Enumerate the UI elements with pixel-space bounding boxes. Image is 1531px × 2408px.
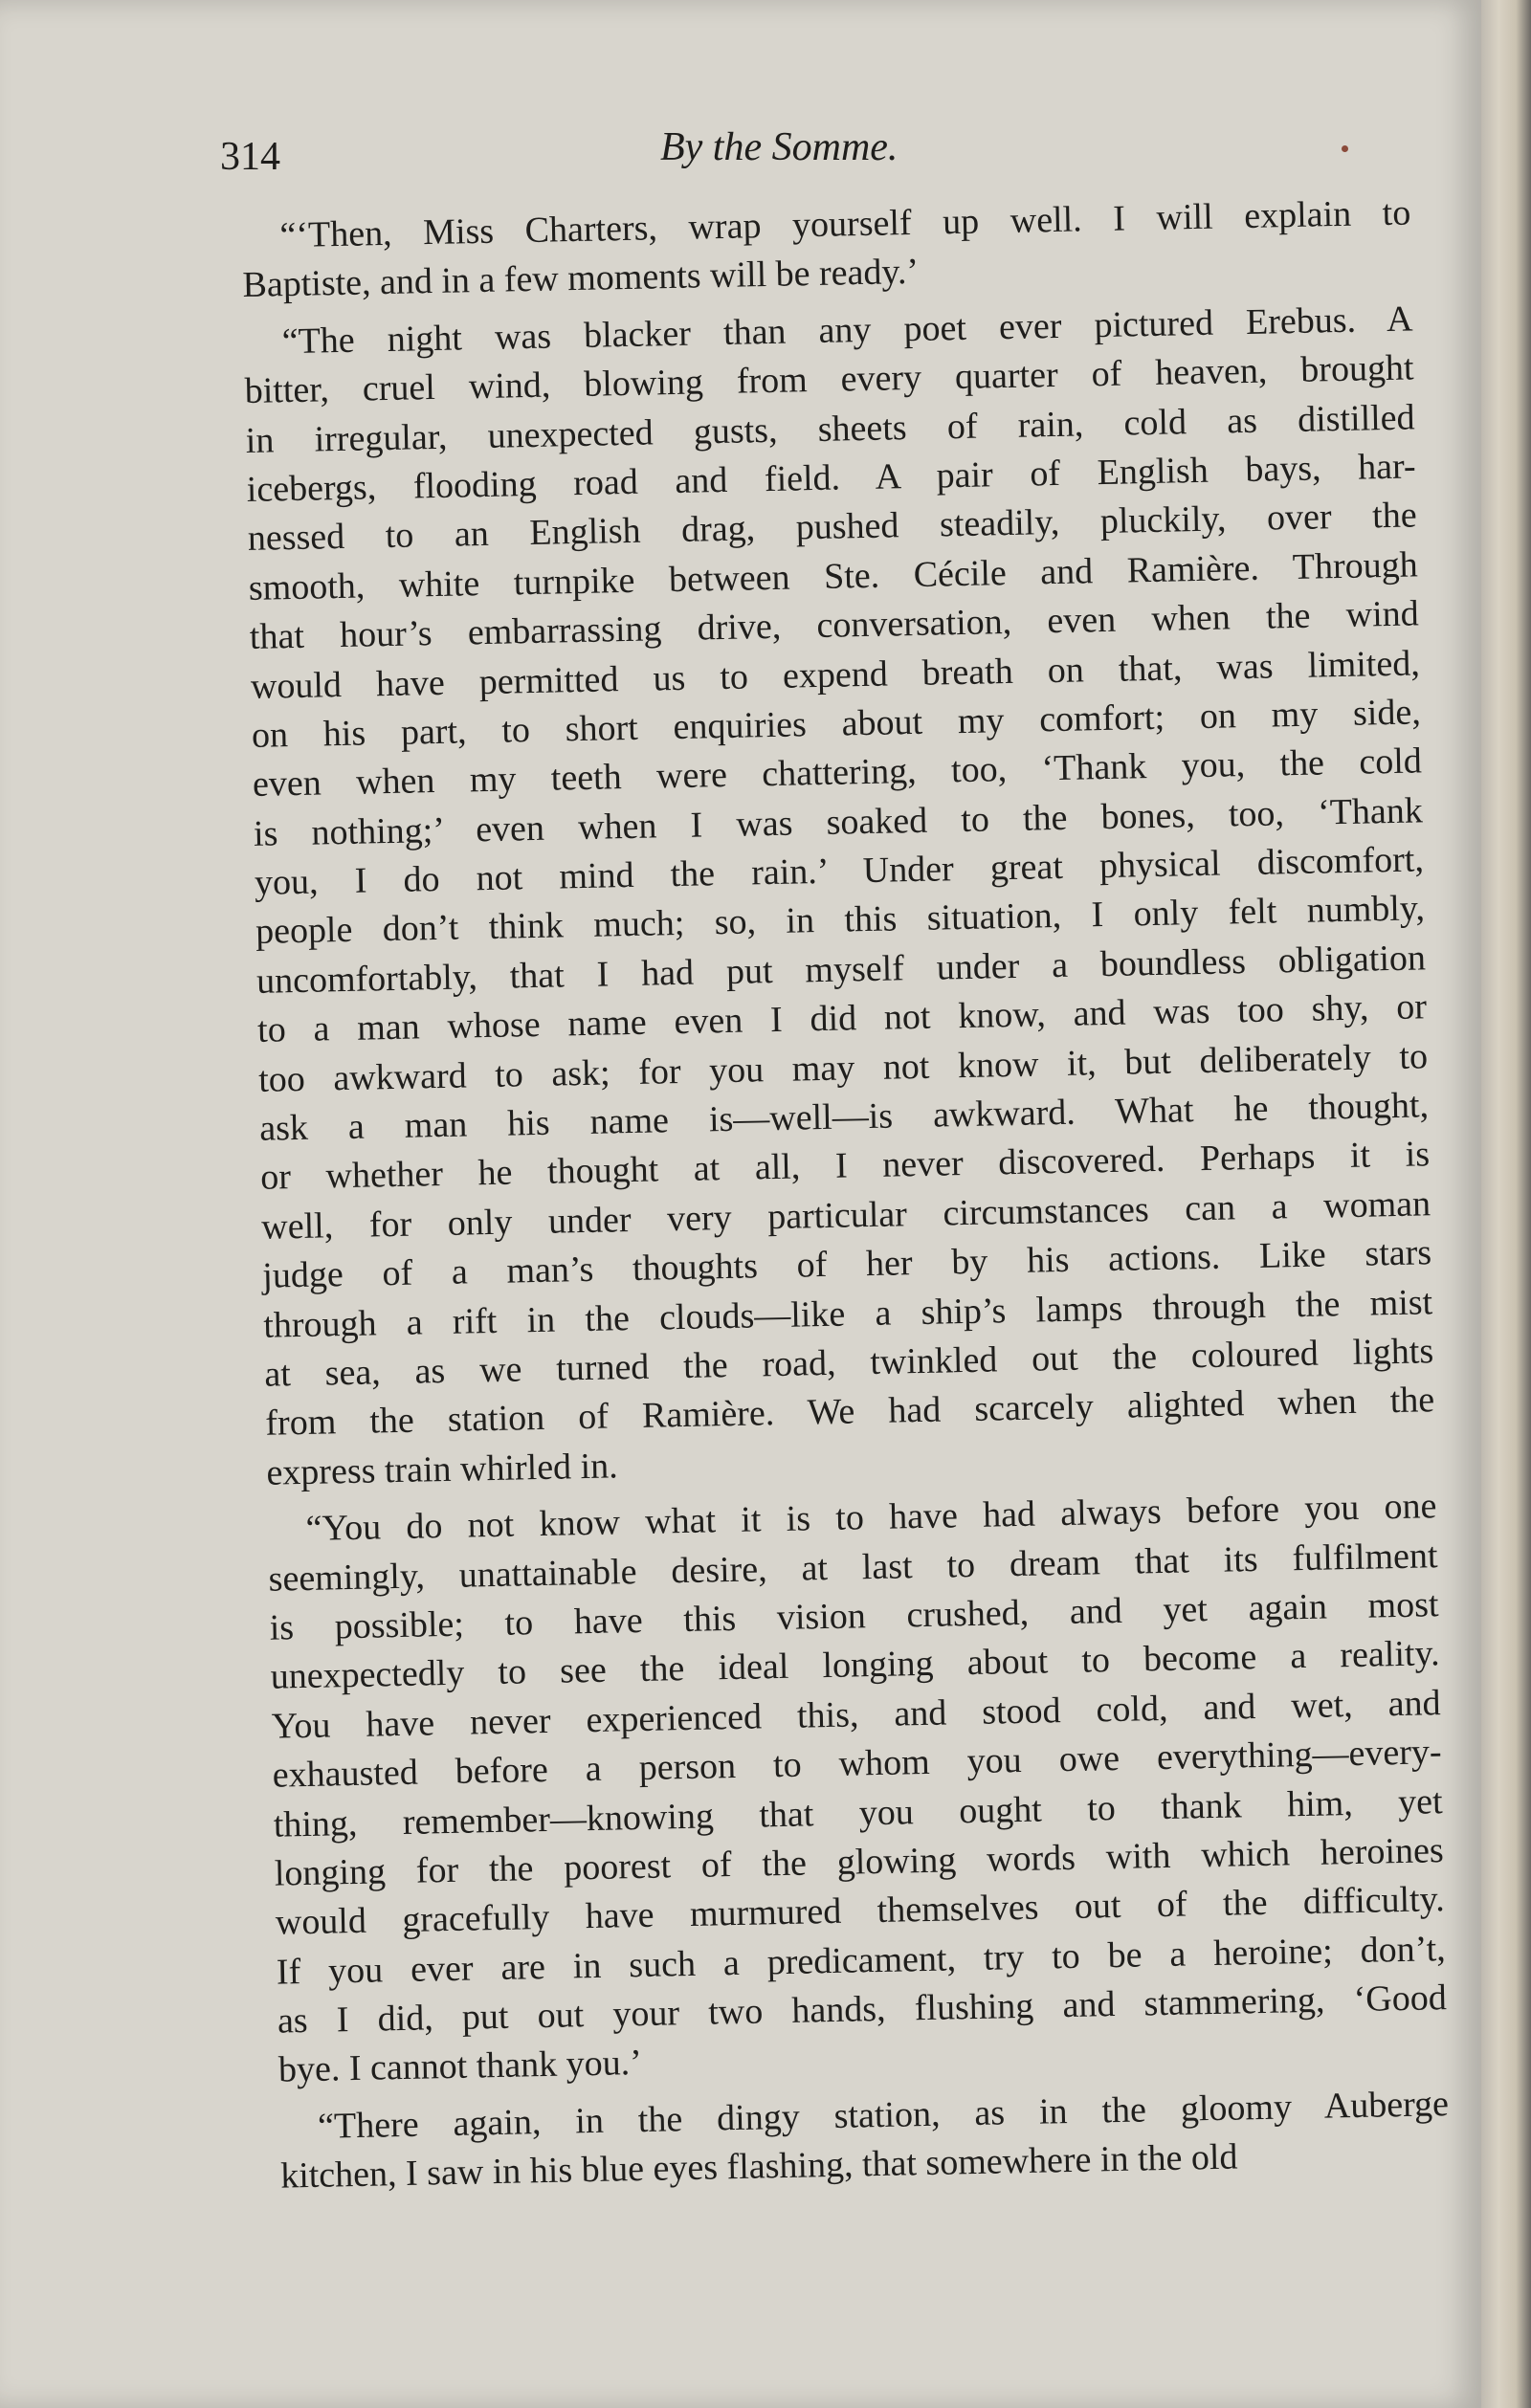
text-line: express train whirled in. — [266, 1446, 619, 1493]
text-line: “There again, in the dingy station, as in the gloomy Auberge — [317, 2083, 1450, 2147]
text-line: icebergs, flooding road and field. A pair of English bays, har- — [246, 446, 1416, 510]
text-line: would gracefully have murmured themselves out of the difficulty. — [275, 1879, 1446, 1943]
text-line: kitchen, I saw in his blue eyes flashing, that somewhere in the old — [279, 2136, 1238, 2197]
text-line: You have never experienced this, and stood cold, and wet, and — [271, 1682, 1441, 1747]
text-line: smooth, white turnpike between Ste. Cécile and Ramière. Through — [248, 544, 1419, 608]
text-line: nessed to an English drag, pushed steadily, pluckily, over the — [247, 495, 1418, 560]
text-line: you, I do not mind the rain.’ Under great physical discomfort, — [254, 839, 1425, 903]
text-line: “The night was blacker than any poet ever pictured Erebus. A — [281, 298, 1413, 362]
page-number: 314 — [220, 135, 280, 179]
text-line: seemingly, unattainable desire, at last to dream that its fulfilment — [268, 1535, 1438, 1600]
running-title: By the Somme. — [660, 125, 899, 169]
text-line: If you ever are in such a predicament, try to be a heroine; don’t, — [276, 1928, 1447, 1993]
text-line: would have permitted us to expend breath on that, was limited, — [250, 642, 1421, 707]
text-line: longing for the poorest of the glowing words with which heroines — [274, 1830, 1445, 1894]
text-line: is nothing;’ even when I was soaked to the bones, too, ‘Thank — [253, 790, 1424, 854]
text-line: or whether he thought at all, I never discovered. Perhaps it is — [259, 1134, 1431, 1199]
text-line: from the station of Ramière. We had scarcely alighted when the — [264, 1380, 1435, 1445]
page-header — [220, 124, 1426, 191]
text-line: through a rift in the clouds—like a ship’s lamps through the mist — [262, 1281, 1433, 1346]
text-line: ask a man his name is—well—is awkward. What he thought, — [258, 1085, 1430, 1149]
text-line: “You do not know what it is to have had always before you one — [305, 1486, 1437, 1550]
body-text — [241, 188, 1450, 2201]
text-line: as I did, put out your two hands, flushing and stammering, ‘Good — [277, 1977, 1448, 2042]
text-line: uncomfortably, that I had put myself under a boundless obligation — [255, 938, 1427, 1002]
book-gutter — [1481, 0, 1531, 2408]
text-line: even when my teeth were chattering, too, ‘Thank you, the cold — [252, 740, 1423, 806]
text-line: unexpectedly to see the ideal longing about to become a reality. — [270, 1633, 1440, 1698]
ink-speck — [1342, 145, 1348, 152]
text-line: that hour’s embarrassing drive, conversation, even when the wind — [249, 593, 1420, 658]
text-line: Baptiste, and in a few moments will be ready.’ — [242, 252, 920, 306]
text-line: too awkward to ask; for you may not know it, but deliberately to — [257, 1035, 1429, 1100]
paragraph — [243, 295, 1436, 1498]
text-line: thing, remember—knowing that you ought to thank him, yet — [273, 1780, 1444, 1845]
paragraph — [267, 1482, 1448, 2095]
text-line: “‘Then, Miss Charters, wrap yourself up well. I will explain to — [279, 192, 1411, 256]
text-line: on his part, to short enquiries about my comfort; on my side, — [251, 692, 1422, 756]
text-line: is possible; to have this vision crushed, and yet again most — [269, 1584, 1439, 1648]
text-line: judge of a man’s thoughts of her by his actions. Like stars — [261, 1232, 1432, 1296]
text-line: in irregular, unexpected gusts, sheets of rain, cold as distilled — [245, 396, 1415, 461]
text-line: well, for only under very particular circumstances can a woman — [260, 1183, 1431, 1248]
text-line: bitter, cruel wind, blowing from every quarter of heaven, brought — [244, 347, 1414, 412]
text-line: to a man whose name even I did not know, and was too shy, or — [256, 986, 1428, 1051]
text-line: at sea, as we turned the road, twinkled out the coloured lights — [263, 1331, 1434, 1395]
text-line: exhausted before a person to whom you owe everything—every- — [272, 1732, 1442, 1796]
text-line: bye. I cannot thank you.’ — [277, 2043, 643, 2091]
text-line: people don’t think much; so, in this situation, I only felt numbly, — [255, 888, 1426, 953]
